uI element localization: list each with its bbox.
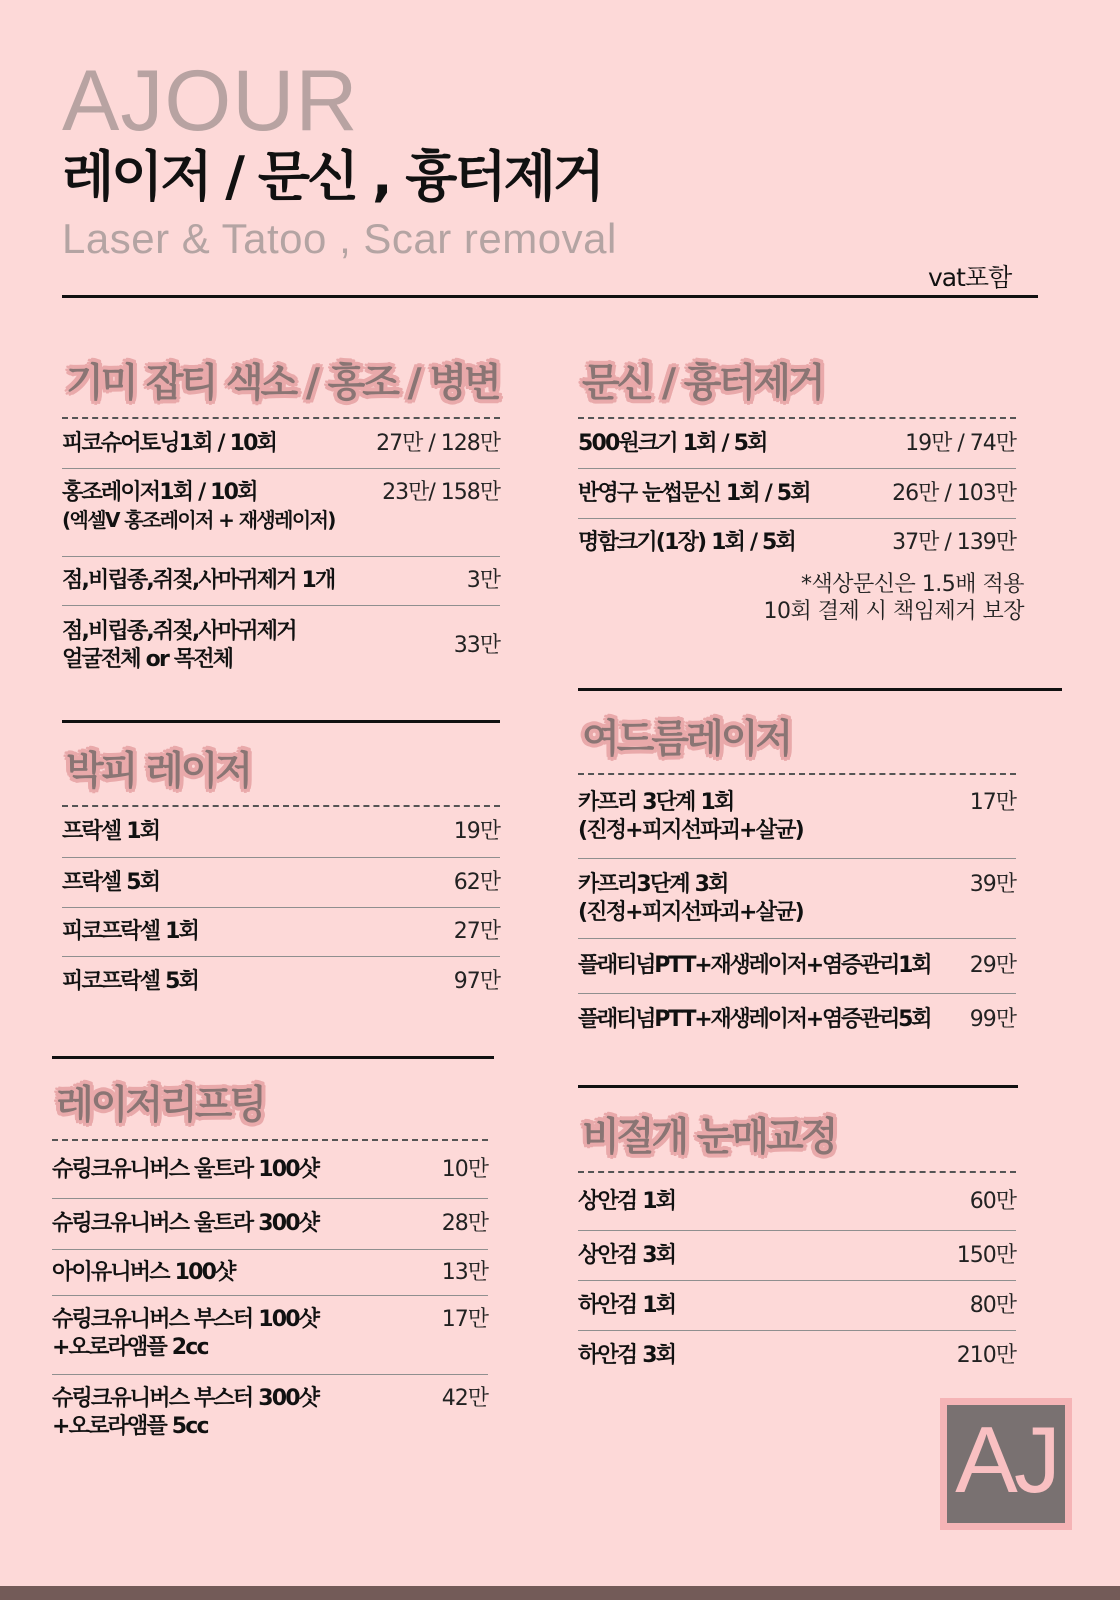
menu-row (578, 1281, 1016, 1331)
menu-row (578, 939, 1016, 994)
item-name: 피코프락셀 5회 (62, 969, 199, 994)
item-price: 210만 (956, 1343, 1016, 1368)
item-price: 60만 (969, 1188, 1016, 1214)
item-price: 27만 (453, 919, 500, 944)
item-price: 97만 (453, 969, 500, 994)
menu-row (578, 1331, 1016, 1381)
item-name: 카프리3단계 3회 (578, 872, 728, 897)
section-divider (52, 1056, 494, 1059)
section-divider (578, 688, 1062, 691)
item-price: 17만 (969, 790, 1016, 815)
item-price: 80만 (969, 1292, 1016, 1318)
item-price: 99만 (969, 1007, 1016, 1032)
item-price: 29만 (969, 953, 1016, 978)
menu-row (578, 859, 1016, 939)
section-eyelid (578, 1115, 1016, 1381)
header-divider (62, 295, 1038, 298)
menu-row (52, 1296, 488, 1375)
item-name: 피코프락셀 1회 (62, 919, 199, 944)
item-price: 10만 (441, 1156, 488, 1182)
menu-row (62, 469, 500, 557)
item-price: 19만 (453, 819, 500, 844)
footer-bar (0, 1586, 1120, 1600)
item-name: 프락셀 1회 (62, 819, 160, 844)
item-price: 39만 (969, 872, 1016, 897)
item-subtext: 얼굴전체 or 목전체 (62, 647, 233, 672)
item-name: 슈링크유니버스 부스터 300샷 (52, 1386, 319, 1411)
menu-row (52, 1250, 488, 1296)
page-title: 레이저 / 문신 , 흉터제거 (62, 145, 602, 208)
menu-row (578, 994, 1016, 1046)
item-name: 카프리 3단계 1회 (578, 790, 734, 815)
section-title: 여드름레이저 (582, 717, 791, 762)
section-title: 레이저리프팅 (56, 1083, 265, 1128)
item-subtext: (진정+피지선파괴+살균) (578, 818, 803, 843)
item-name: 피코슈어토닝1회 / 10회 (62, 430, 277, 456)
item-subtext: +오로라앰플 5cc (52, 1414, 208, 1439)
menu-row (62, 557, 500, 606)
section-title: 기미 잡티 색소 / 홍조 / 병변 (66, 361, 499, 406)
section-peel (62, 749, 500, 1007)
menu-row (52, 1375, 488, 1447)
item-name: 플래티넘PTT+재생레이저+염증관리1회 (578, 953, 931, 978)
item-price: 37만 / 139만 (892, 530, 1016, 555)
section-title: 비절개 눈매교정 (582, 1115, 836, 1160)
section-pigment (62, 361, 500, 686)
item-name: 하안검 1회 (578, 1292, 676, 1318)
item-price: 13만 (441, 1259, 488, 1285)
item-name: 아이유니버스 100샷 (52, 1259, 235, 1285)
item-name: 상안검 1회 (578, 1188, 676, 1214)
item-name: 슈링크유니버스 울트라 100샷 (52, 1156, 319, 1182)
menu-row (62, 908, 500, 957)
item-price: 27만 / 128만 (376, 430, 500, 456)
item-name: 슈링크유니버스 부스터 100샷 (52, 1307, 319, 1332)
item-price: 17만 (441, 1307, 488, 1332)
item-name: 하안검 3회 (578, 1343, 676, 1368)
item-name: 점,비립종,쥐젖,사마귀제거 (62, 619, 296, 644)
item-price: 26만 / 103만 (892, 480, 1016, 506)
section-divider (578, 1085, 1018, 1088)
item-price: 150만 (956, 1242, 1016, 1268)
vat-note: vat포함 (928, 263, 1012, 292)
section-divider (62, 720, 500, 723)
menu-row (578, 419, 1016, 469)
item-subtext: +오로라앰플 2cc (52, 1335, 208, 1360)
menu-row (578, 775, 1016, 859)
menu-row (52, 1141, 488, 1199)
item-price: 33만 (453, 633, 500, 658)
item-price: 3만 (466, 568, 500, 593)
item-name: 프락셀 5회 (62, 869, 160, 895)
item-name: 반영구 눈썹문신 1회 / 5회 (578, 480, 810, 506)
item-subtext: (엑셀V 홍조레이저 + 재생레이저) (62, 508, 335, 532)
item-name: 홍조레이저1회 / 10회 (62, 480, 257, 505)
menu-row (62, 807, 500, 858)
item-price: 19만 / 74만 (905, 430, 1016, 456)
item-name: 점,비립종,쥐젖,사마귀제거 1개 (62, 568, 335, 593)
item-name: 상안검 3회 (578, 1242, 676, 1268)
section-lifting (52, 1083, 488, 1447)
menu-row (578, 519, 1016, 567)
page-subtitle: Laser & Tatoo , Scar removal (62, 215, 617, 262)
section-title: 박피 레이저 (66, 749, 250, 794)
item-name: 500원크기 1회 / 5회 (578, 430, 767, 456)
menu-row (578, 1231, 1016, 1281)
item-price: 28만 (441, 1211, 488, 1236)
menu-row (62, 606, 500, 686)
item-price: 42만 (441, 1386, 488, 1411)
aj-logo (940, 1398, 1072, 1530)
note-guarantee: 10회 결제 시 책임제거 보장 (763, 599, 1024, 624)
brand-logo-text: AJOUR (62, 53, 359, 149)
item-name: 플래티넘PTT+재생레이저+염증관리5회 (578, 1007, 931, 1032)
menu-row (62, 858, 500, 908)
section-tattoo (578, 361, 1024, 625)
item-price: 23만/ 158만 (382, 480, 500, 505)
logo-text: AJ (955, 1407, 1057, 1512)
menu-row (62, 957, 500, 1007)
section-acne (578, 717, 1016, 1046)
item-name: 명함크기(1장) 1회 / 5회 (578, 530, 796, 555)
menu-row (578, 1173, 1016, 1231)
section-title: 문신 / 흉터제거 (582, 361, 823, 406)
menu-row (52, 1199, 488, 1250)
menu-row (62, 419, 500, 469)
menu-row (578, 469, 1016, 519)
item-name: 슈링크유니버스 울트라 300샷 (52, 1211, 319, 1236)
note-color-tattoo: *색상문신은 1.5배 적용 (801, 572, 1024, 597)
item-subtext: (진정+피지선파괴+살균) (578, 900, 803, 925)
item-price: 62만 (453, 869, 500, 895)
